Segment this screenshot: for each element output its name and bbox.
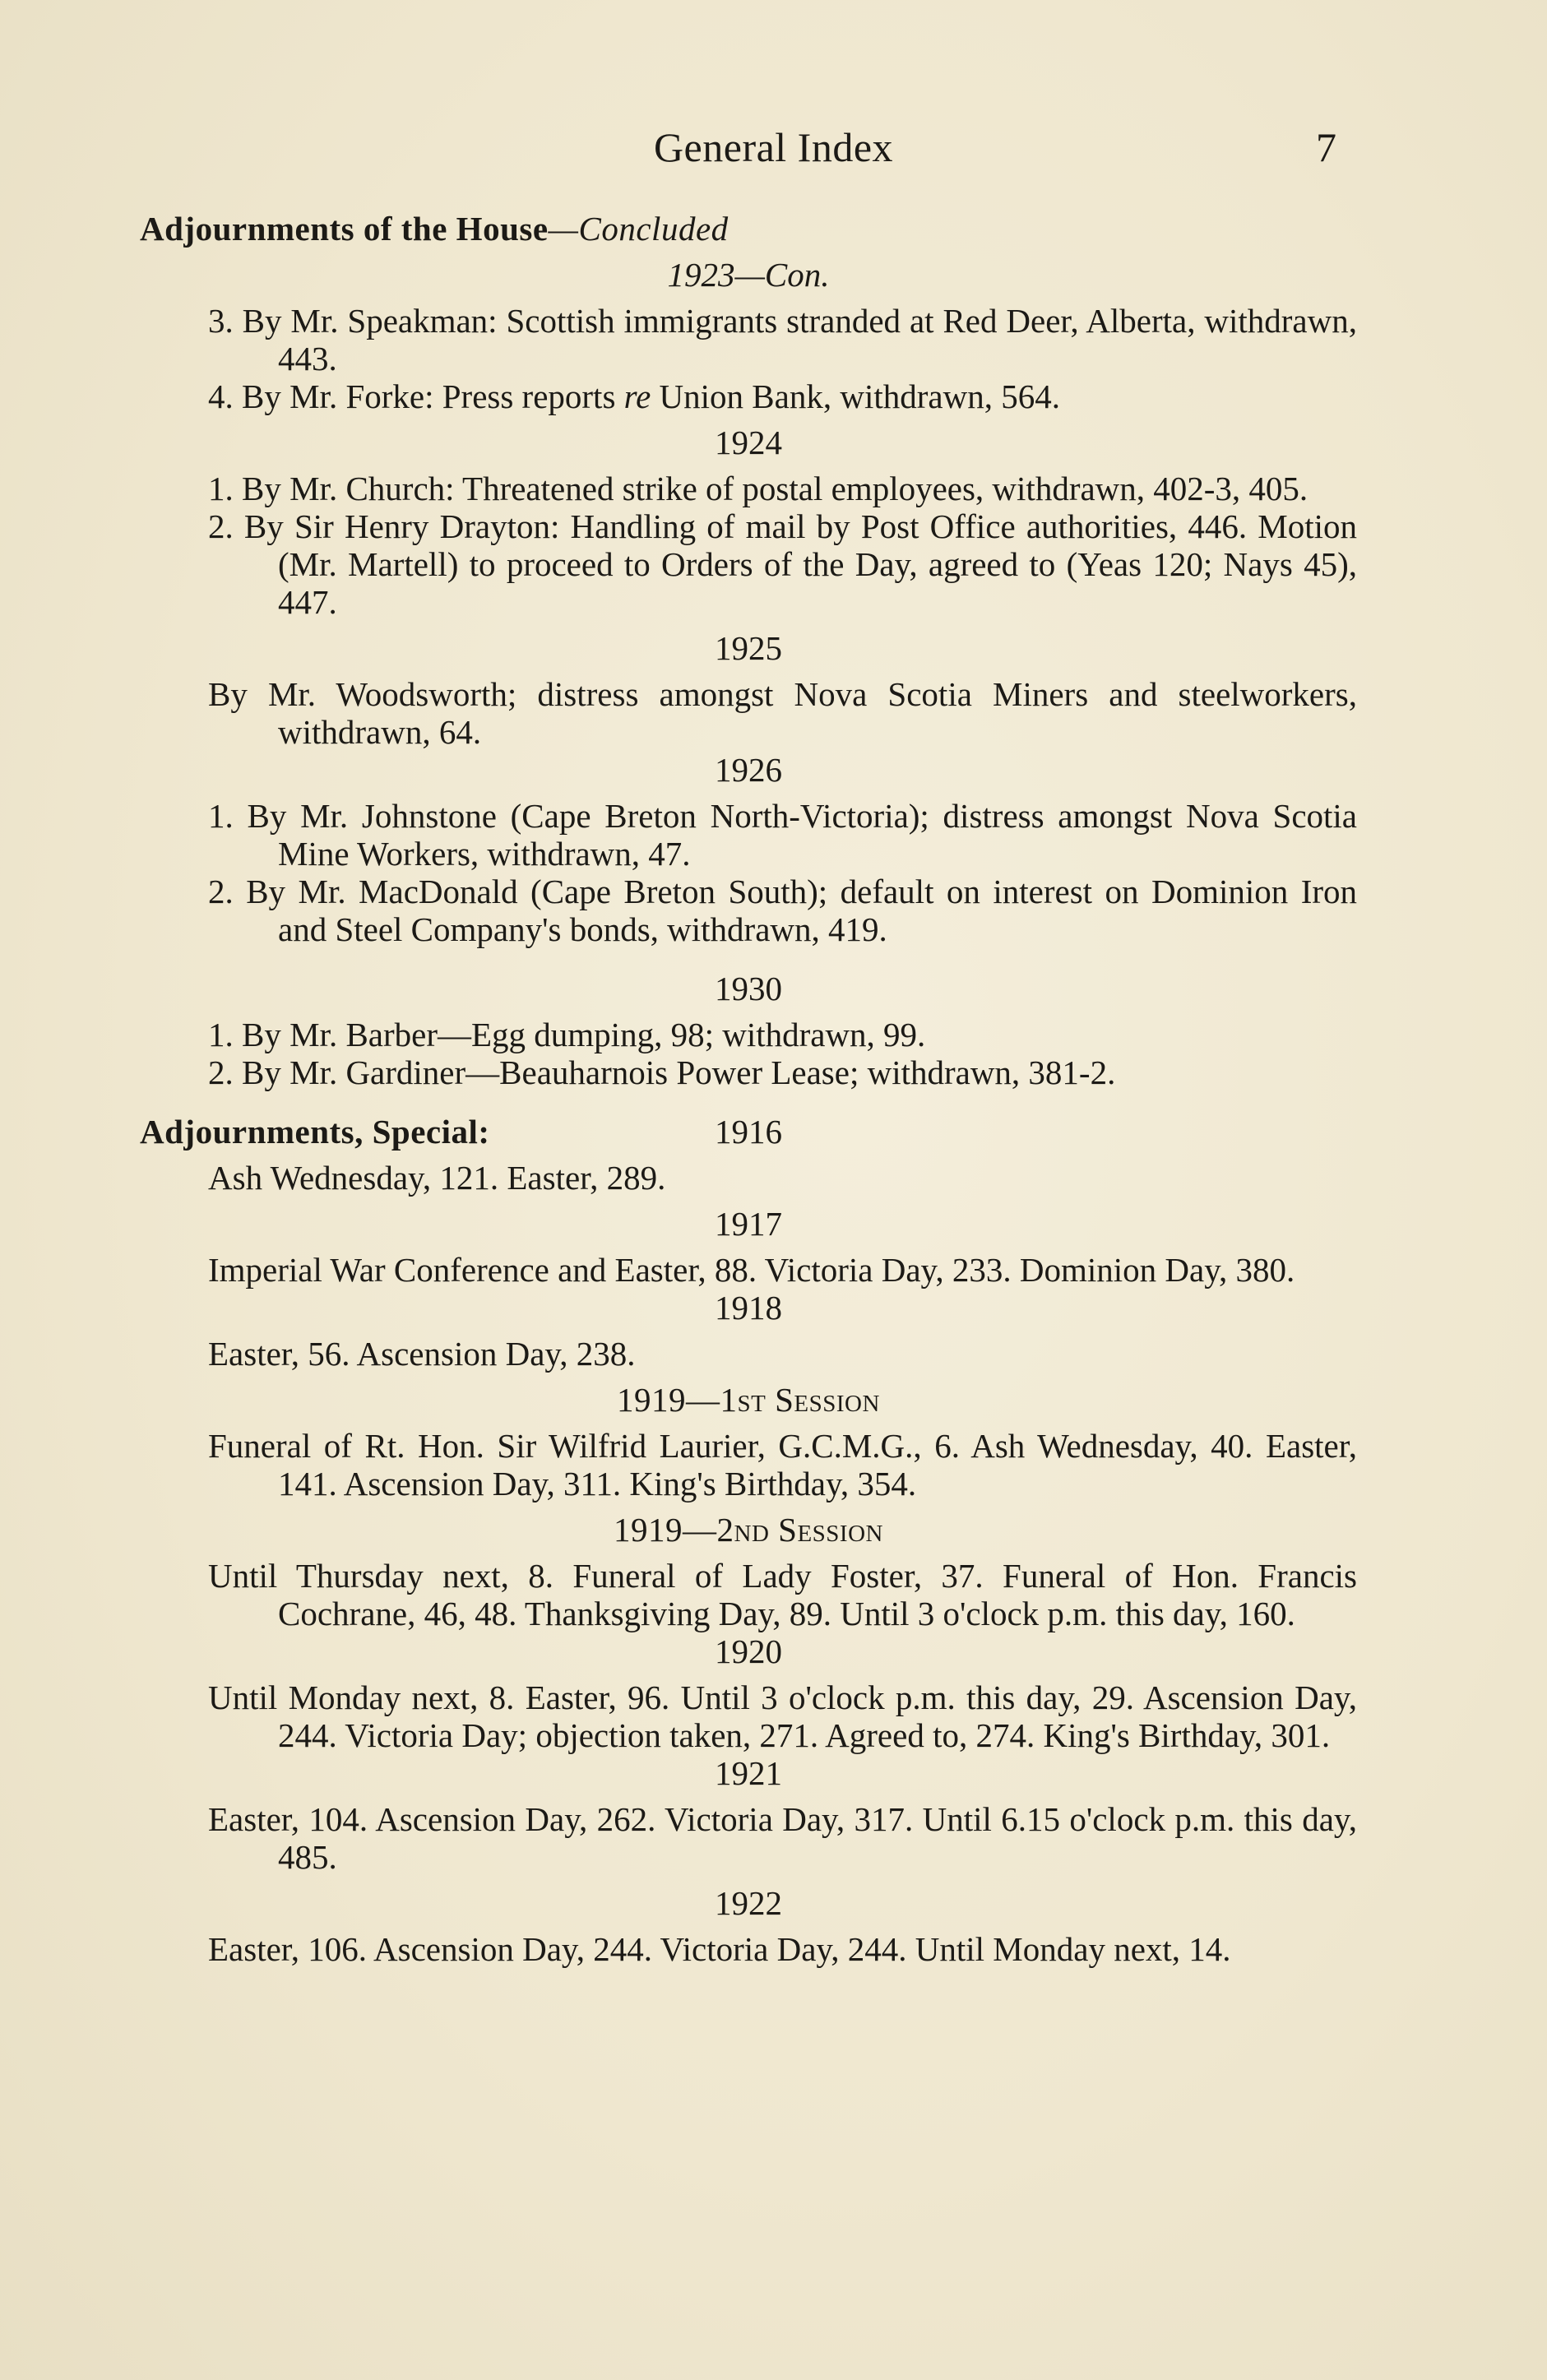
year-heading-1923 — [140, 256, 1357, 294]
running-header-title: General Index — [653, 124, 894, 170]
entry-1920: Until Monday next, 8. Easter, 96. Until 3 o'clock p.m. this day, 29. Ascension Day, 244. Victoria Day; objection taken, 271. Agreed to, 274. King's Birthday, 301. — [208, 1679, 1357, 1754]
entry-1922: Easter, 106. Ascension Day, 244. Victoria Day, 244. Until Monday next, 14. — [208, 1930, 1231, 1968]
entry-1923-3: 3. By Mr. Speakman: Scottish immigrants stranded at Red Deer, Alberta, withdrawn, 443. — [208, 302, 1357, 377]
year-heading-1926: 1926 — [715, 751, 782, 789]
year-heading-1919-first-session: 1919—1st Session — [617, 1381, 880, 1419]
entry-1930-1: 1. By Mr. Barber—Egg dumping, 98; withdrawn, 99. — [208, 1016, 926, 1053]
entry-1923-4-part-b: Union Bank, withdrawn, 564. — [651, 377, 1060, 415]
section-heading-adjournments-house — [140, 210, 1357, 248]
year-heading-1922: 1922 — [715, 1884, 782, 1922]
entry-1919-first-session: Funeral of Rt. Hon. Sir Wilfrid Laurier, G.C.M.G., 6. Ash Wednesday, 40. Easter, 141. Ascension Day, 311. King's Birthday, 354. — [208, 1427, 1357, 1503]
year-heading-1920: 1920 — [715, 1632, 782, 1670]
entry-1925: By Mr. Woodsworth; distress amongst Nova Scotia Miners and steelworkers, withdrawn, 64. — [208, 675, 1357, 751]
entry-1930-2: 2. By Mr. Gardiner—Beauharnois Power Lease; withdrawn, 381-2. — [208, 1053, 1116, 1091]
entry-1921: Easter, 104. Ascension Day, 262. Victoria Day, 317. Until 6.15 o'clock p.m. this day, 485. — [208, 1800, 1357, 1876]
entry-1924-2: 2. By Sir Henry Drayton: Handling of mail by Post Office authorities, 446. Motion (Mr. Martell) to proceed to Orders of the Day, agreed to (Yeas 120; Nays 45), 447. — [208, 507, 1357, 621]
section-heading-adjournments-special: Adjournments, Special: — [140, 1113, 490, 1151]
entry-1924-1: 1. By Mr. Church: Threatened strike of postal employees, withdrawn, 402-3, 405. — [208, 470, 1308, 507]
page-number: 7 — [1316, 124, 1336, 170]
section-heading-text: Adjournments of the House — [140, 210, 549, 248]
year-heading-1924: 1924 — [715, 424, 782, 461]
entry-1916: Ash Wednesday, 121. Easter, 289. — [208, 1159, 666, 1197]
year-heading-1921: 1921 — [715, 1754, 782, 1792]
entry-1923-4 — [208, 377, 1357, 415]
year-heading-1916: 1916 — [715, 1113, 782, 1151]
entry-1923-4-part-a: 4. By Mr. Forke: Press reports — [208, 377, 624, 415]
year-heading-1918: 1918 — [715, 1289, 782, 1327]
entry-1918: Easter, 56. Ascension Day, 238. — [208, 1335, 636, 1373]
entry-1917: Imperial War Conference and Easter, 88. Victoria Day, 233. Dominion Day, 380. — [208, 1251, 1295, 1289]
year-heading-1930: 1930 — [715, 970, 782, 1007]
index-content — [140, 210, 1357, 1968]
year-heading-1917: 1917 — [715, 1205, 782, 1243]
year-heading-1919-second-session: 1919—2nd Session — [614, 1511, 883, 1549]
section-heading-suffix: —Concluded — [548, 210, 729, 248]
entry-1919-second-session: Until Thursday next, 8. Funeral of Lady Foster, 37. Funeral of Hon. Francis Cochrane, 46, 48. Thanksgiving Day, 89. Until 3 o'clock p.m. this day, 160. — [208, 1557, 1357, 1632]
year-heading-1925: 1925 — [715, 629, 782, 667]
entry-1926-2: 2. By Mr. MacDonald (Cape Breton South); default on interest on Dominion Iron and Steel Company's bonds, withdrawn, 419. — [208, 873, 1357, 948]
entry-1923-4-re: re — [623, 377, 651, 415]
year-1923-text: 1923—Con. — [667, 256, 830, 294]
section-heading-adjournments-special-row — [140, 1113, 1357, 1151]
entry-1926-1: 1. By Mr. Johnstone (Cape Breton North-Victoria); distress amongst Nova Scotia Mine Workers, withdrawn, 47. — [208, 797, 1357, 873]
